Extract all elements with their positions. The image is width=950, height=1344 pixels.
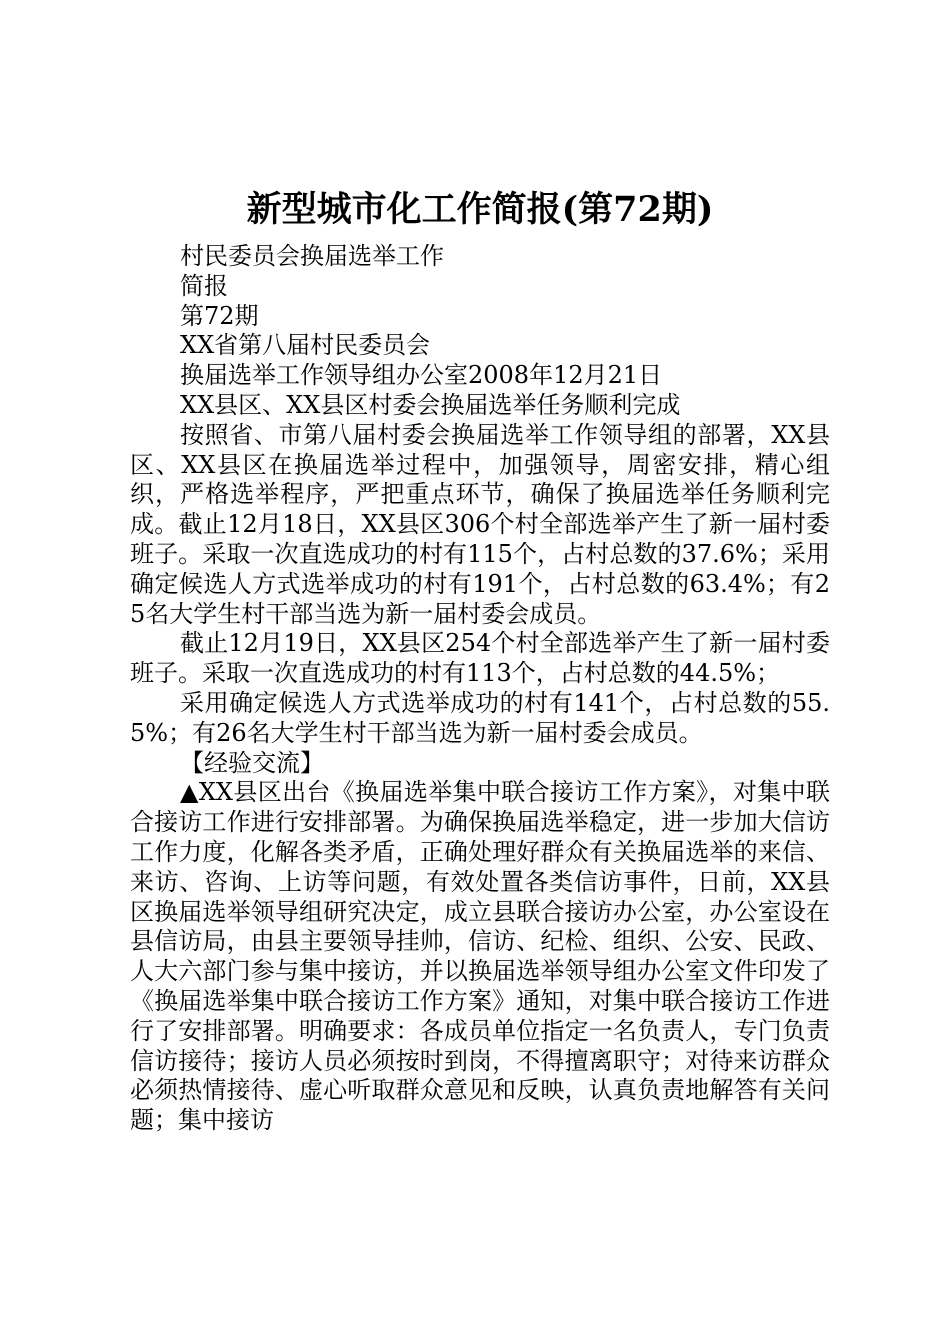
- header-line-committee: 村民委员会换届选举工作: [180, 242, 444, 270]
- header-line-province: XX省第八届村民委员会: [180, 331, 431, 360]
- document-page: [130, 186, 830, 1136]
- section-heading: 【经验交流】: [180, 748, 324, 777]
- body-paragraph-1: 按照省、市第八届村委会换届选举工作领导组的部署，XX县区、XX县区在换届选举过程中，加强领导，周密安排，精心组织，严格选举程序，严把重点环节，确保了换届选举任务顺利完成。截止12月18日，XX县区306个村全部选举产生了新一届村委班子。采取一次直选成功的村有115个，占村总数的37.6%；采用确定候选人方式选举成功的村有191个，占村总数的63.4%；有25名大学生村干部当选为新一届村委会成员。: [130, 420, 830, 628]
- document-title: 新型城市化工作简报(第72期): [246, 189, 714, 230]
- header-line-office-date: 换届选举工作领导组办公室2008年12月21日: [180, 361, 663, 390]
- body-paragraph-3: 采用确定候选人方式选举成功的村有141个，占村总数的55.5%；有26名大学生村干部当选为新一届村委会成员。: [130, 688, 830, 747]
- body-paragraph-2: 截止12月19日，XX县区254个村全部选举产生了新一届村委班子。采取一次直选成功的村有113个，占村总数的44.5%；: [130, 629, 830, 688]
- section-paragraph: ▲XX县区出台《换届选举集中联合接访工作方案》，对集中联合接访工作进行安排部署。为确保换届选举稳定，进一步加大信访工作力度，化解各类矛盾，正确处理好群众有关换届选举的来信、来访、咨询、上访等问题，有效处置各类信访事件，日前，XX县区换届选举领导组研究决定，成立县联合接访办公室，办公室设在县信访局，由县主要领导挂帅，信访、纪检、组织、公安、民政、人大六部门参与集中接访，并以换届选举领导组办公室文件印发了《换届选举集中联合接访工作方案》通知，对集中联合接访工作进行了安排部署。明确要求：各成员单位指定一名负责人，专门负责信访接待；接访人员必须按时到岗，不得擅离职守；对待来访群众必须热情接待、虚心听取群众意见和反映，认真负责地解答有关问题；集中接访: [130, 778, 830, 1135]
- header-line-bulletin: 简报: [180, 271, 228, 300]
- header-line-headline: XX县区、XX县区村委会换届选举任务顺利完成: [180, 390, 681, 419]
- header-line-issue: 第72期: [180, 301, 259, 330]
